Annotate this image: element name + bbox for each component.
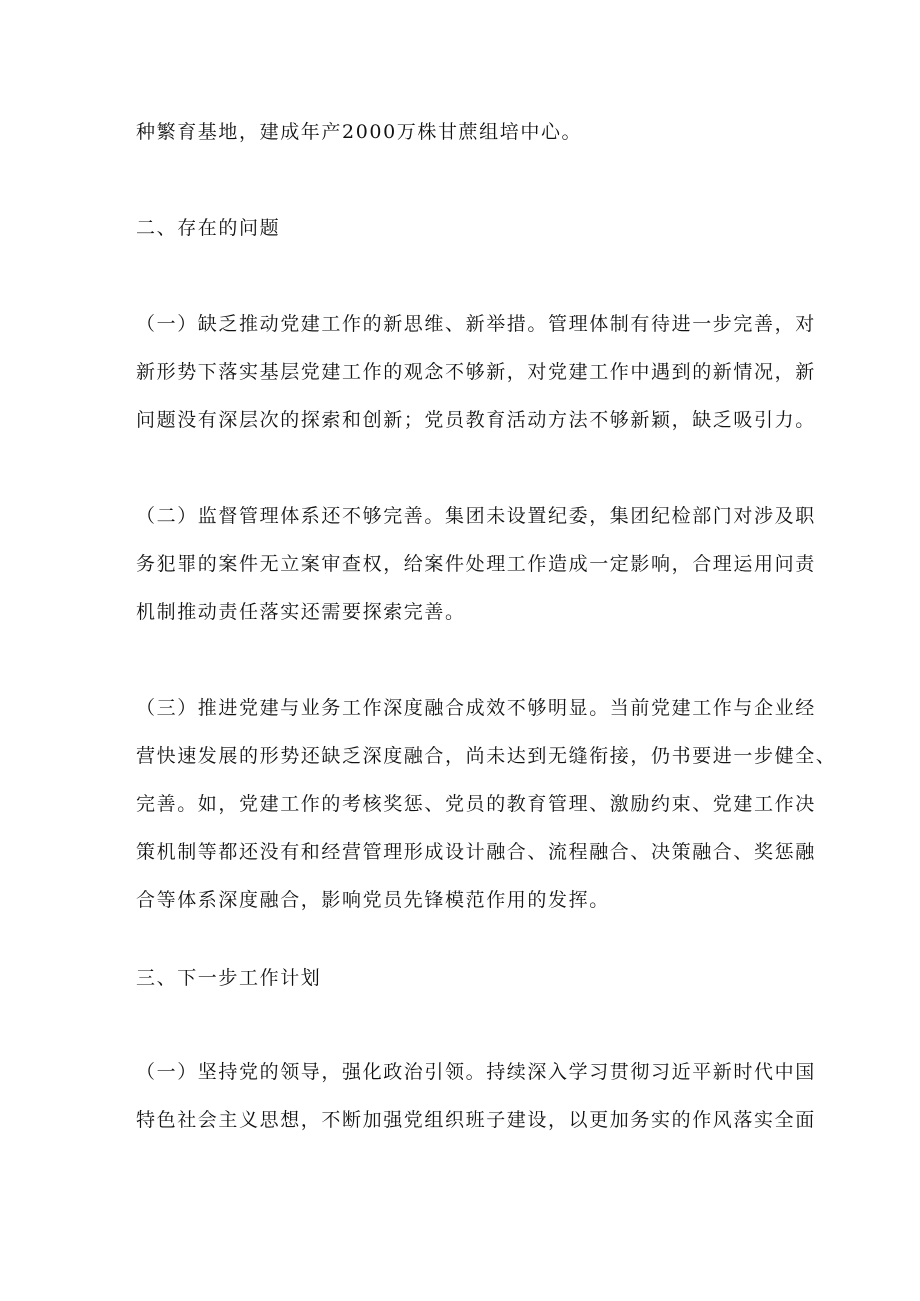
paragraph-line: （一）缺乏推动党建工作的新思维、新举措。管理体制有待进一步完善，对 xyxy=(136,313,816,335)
section-heading: 二、存在的问题 xyxy=(136,217,281,239)
section-heading: 三、下一步工作计划 xyxy=(136,967,322,989)
paragraph-line: 问题没有深层次的探索和创新；党员教育活动方法不够新颖，缺乏吸引力。 xyxy=(136,409,816,431)
paragraph-line: 营快速发展的形势还缺乏深度融合，尚未达到无缝衔接，仍书要进一步健全、 xyxy=(136,745,837,767)
paragraph-line: 务犯罪的案件无立案审查权，给案件处理工作造成一定影响，合理运用问责 xyxy=(136,553,816,575)
paragraph-line: 特色社会主义思想，不断加强党组织班子建设，以更加务实的作风落实全面 xyxy=(136,1109,816,1131)
paragraph-line: （一）坚持党的领导，强化政治引领。持续深入学习贯彻习近平新时代中国 xyxy=(136,1061,816,1083)
paragraph-line: 完善。如，党建工作的考核奖惩、党员的教育管理、激励约束、党建工作决 xyxy=(136,793,816,815)
paragraph-line: 机制推动责任落实还需要探索完善。 xyxy=(136,601,466,623)
paragraph-line: 策机制等都还没有和经营管理形成设计融合、流程融合、决策融合、奖惩融 xyxy=(136,841,816,863)
paragraph-line: （三）推进党建与业务工作深度融合成效不够明显。当前党建工作与企业经 xyxy=(136,697,816,719)
paragraph-line: 合等体系深度融合，影响党员先锋模范作用的发挥。 xyxy=(136,889,610,911)
paragraph-line: 种繁育基地，建成年产2000万株甘蔗组培中心。 xyxy=(136,121,583,143)
paragraph-line: 新形势下落实基层党建工作的观念不够新，对党建工作中遇到的新情况，新 xyxy=(136,361,816,383)
paragraph-line: （二）监督管理体系还不够完善。集团未设置纪委，集团纪检部门对涉及职 xyxy=(136,505,816,527)
